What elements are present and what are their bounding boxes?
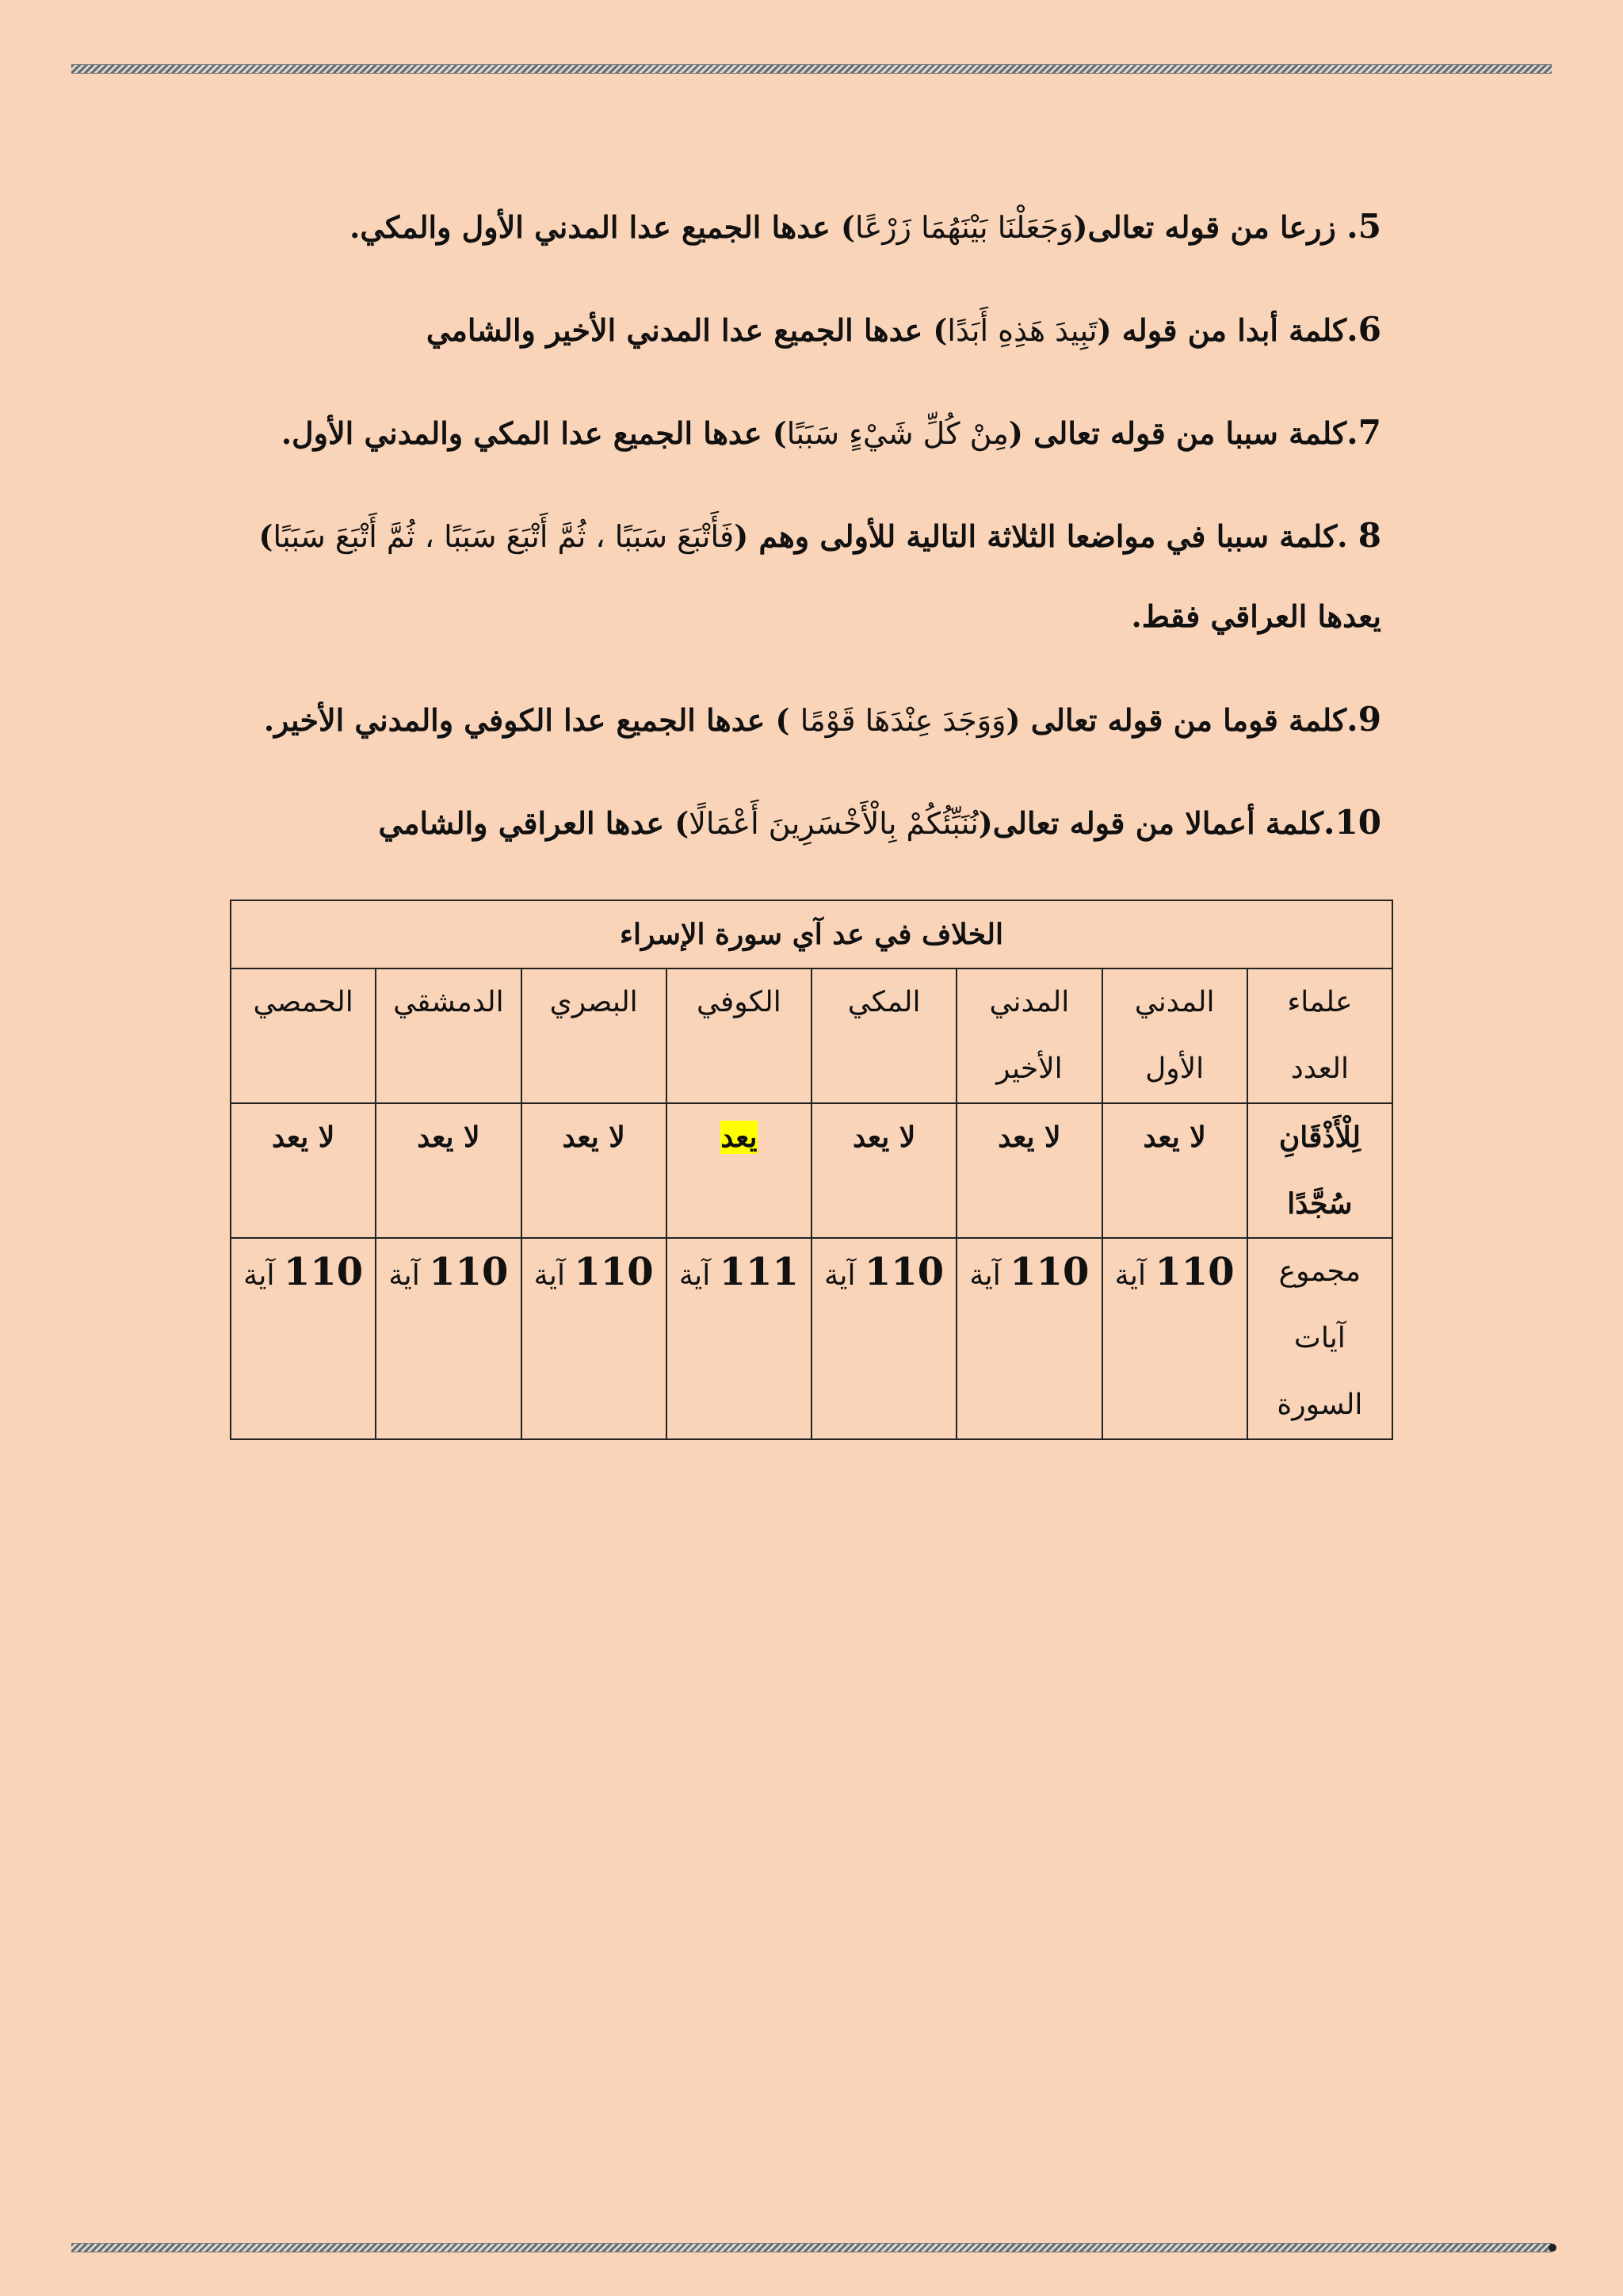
header-cell: الدمشقي [376, 968, 521, 1103]
quran-quote: فَأَتْبَعَ سَبَبًا ، ثُمَّ أَتْبَعَ سَبَبًا ، ثُمَّ أَتْبَعَ سَبَبًا [273, 519, 735, 554]
header-cell: علماء العدد [1247, 968, 1392, 1103]
count-unit: آية [1114, 1259, 1146, 1292]
table-title-row [231, 900, 1392, 968]
paragraph-7 [224, 393, 1381, 473]
text-before: زرعا من قوله تعالى( [1073, 209, 1347, 245]
quran-quote: نُنَبِّئُكُمْ بِالْأَخْسَرِينَ أَعْمَالًا [689, 806, 979, 841]
item-number: 7. [1346, 413, 1381, 452]
text-before: .كلمة سببا في مواضعا الثلاثة التالية للأولى وهم ( [734, 518, 1358, 554]
text-after: ) عدها الجميع عدا المدني الأخير والشامي [426, 312, 948, 348]
header-cell: المدني الأول [1102, 968, 1247, 1103]
paragraph-6 [224, 290, 1381, 370]
quran-quote: مِنْ كُلِّ شَيْءٍ سَبَبًا [786, 416, 1009, 451]
bottom-border-rule [71, 2243, 1552, 2252]
table-cell: لا يعد [957, 1103, 1102, 1238]
count-number: 110 [1155, 1250, 1235, 1294]
paragraph-9 [224, 680, 1381, 760]
table-title: الخلاف في عد آي سورة الإسراء [231, 900, 1392, 968]
verse-count-table [230, 900, 1393, 1440]
count-unit: آية [969, 1259, 1001, 1292]
item-number: 9. [1346, 700, 1381, 739]
table-cell: لا يعد [376, 1103, 521, 1238]
text-before: كلمة قوما من قوله تعالى ( [1006, 702, 1347, 738]
count-number: 110 [864, 1250, 945, 1294]
table-cell [666, 1238, 812, 1439]
quran-quote: وَجَعَلْنَا بَيْنَهُمَا زَرْعًا [855, 210, 1074, 245]
table-cell: لا يعد [521, 1103, 666, 1238]
table-cell [812, 1238, 957, 1439]
highlighted-value: يعد [720, 1121, 758, 1154]
top-border-rule [71, 64, 1552, 74]
text-before: يعدها العراقي فقط. [1131, 598, 1381, 634]
text-after: ) [258, 518, 273, 554]
table-header-row [231, 968, 1392, 1103]
table-cell: لا يعد [1102, 1103, 1247, 1238]
count-number: 110 [1010, 1250, 1090, 1294]
item-number: 6. [1346, 310, 1381, 349]
table-cell [231, 1238, 376, 1439]
table-cell [957, 1238, 1102, 1439]
text-before: كلمة أبدا من قوله ( [1097, 312, 1347, 348]
table-cell [376, 1238, 521, 1439]
text-after: ) عدها الجميع عدا الكوفي والمدني الأخير. [263, 702, 800, 738]
count-number: 110 [429, 1250, 509, 1294]
text-before: كلمة سببا من قوله تعالى ( [1008, 415, 1347, 451]
text-after: ) عدها الجميع عدا المدني الأول والمكي. [349, 209, 856, 245]
quran-quote: تَبِيدَ هَذِهِ أَبَدًا [947, 313, 1098, 348]
item-number: 5. [1346, 207, 1381, 246]
paragraph-8-continued [224, 577, 1381, 656]
count-number: 110 [574, 1250, 654, 1294]
count-unit: آية [678, 1259, 711, 1292]
text-after: ) عدها الجميع عدا المكي والمدني الأول. [281, 415, 787, 451]
text-before: كلمة أعمالا من قوله تعالى( [978, 805, 1323, 841]
table-cell: لا يعد [231, 1103, 376, 1238]
paragraph-5 [224, 187, 1381, 267]
count-number: 110 [283, 1250, 364, 1294]
count-unit: آية [533, 1259, 565, 1292]
row-label: لِلْأَذْقَانِ سُجَّدًا [1247, 1103, 1392, 1238]
item-number: 8 [1358, 516, 1381, 555]
header-cell: المدني الأخير [957, 968, 1102, 1103]
table-row [231, 1238, 1392, 1439]
count-unit: آية [824, 1259, 856, 1292]
table-cell [1102, 1238, 1247, 1439]
table-row [231, 1103, 1392, 1238]
table-cell: لا يعد [812, 1103, 957, 1238]
paragraph-10 [224, 783, 1381, 863]
paragraph-8 [224, 496, 1381, 576]
count-number: 111 [719, 1250, 799, 1294]
table-cell [521, 1238, 666, 1439]
header-cell: المكي [812, 968, 957, 1103]
row-label: مجموع آيات السورة [1247, 1238, 1392, 1439]
header-cell: الكوفي [666, 968, 812, 1103]
count-unit: آية [243, 1259, 275, 1292]
header-cell: البصري [521, 968, 666, 1103]
count-unit: آية [388, 1259, 420, 1292]
item-number: 10. [1323, 803, 1381, 842]
text-after: ) عدها العراقي والشامي [378, 805, 689, 841]
table-cell [666, 1103, 812, 1238]
quran-quote: وَوَجَدَ عِنْدَهَا قَوْمًا [800, 703, 1006, 738]
header-cell: الحمصي [231, 968, 376, 1103]
